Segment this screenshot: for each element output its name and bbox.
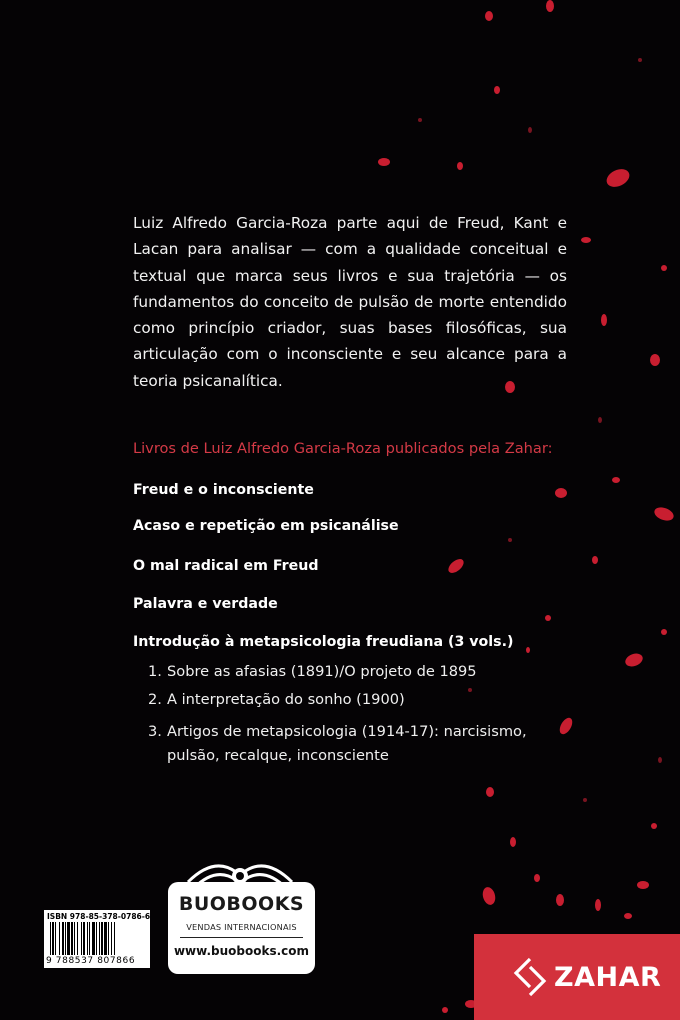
petal	[510, 837, 516, 847]
volume-item	[148, 688, 548, 712]
petal	[601, 314, 607, 326]
petal	[623, 651, 644, 668]
petal	[486, 787, 494, 797]
volume-title: Artigos de metapsicologia (1914-17): narcisismo, pulsão, recalque, inconsciente	[167, 723, 527, 764]
book-title: O mal radical em Freud	[133, 558, 319, 574]
barcode-bar	[59, 922, 60, 955]
barcode-bar	[65, 922, 66, 955]
isbn-barcode	[44, 910, 150, 968]
isbn-label: ISBN 978-85-378-0786-6	[47, 912, 151, 921]
barcode-bar	[50, 922, 51, 955]
petal	[418, 118, 422, 122]
barcode-bar	[89, 922, 90, 955]
publisher-block	[474, 934, 680, 1020]
barcode-bar	[74, 922, 75, 955]
petal	[546, 0, 554, 12]
barcode-bar	[104, 922, 107, 955]
barcode-bar	[81, 922, 82, 955]
barcode-bar	[67, 922, 70, 955]
petal	[442, 1007, 448, 1013]
petal	[651, 823, 657, 829]
petal	[658, 757, 662, 763]
barcode-bar	[114, 922, 115, 955]
petal	[650, 354, 660, 366]
volume-number: 3.	[148, 723, 162, 740]
barcode-bar	[52, 922, 54, 955]
book-title: Acaso e repetição em psicanálise	[133, 518, 399, 534]
book-synopsis: Luiz Alfredo Garcia-Roza parte aqui de Freud, Kant e Lacan para analisar — com a qualidade conceitual e textual que marca seus livros e sua trajetória — os fundamentos do conceito de pulsão de morte entendido como princípio criador, suas bases filosóficas, sua articulação com o inconsciente e seu alcance para a teoria psicanalítica.	[133, 214, 567, 390]
barcode-bar	[62, 922, 64, 955]
petal	[661, 629, 667, 635]
publisher-name: ZAHAR	[554, 962, 662, 993]
petal	[595, 899, 601, 911]
barcode-bar	[71, 922, 73, 955]
barcode-bar	[87, 922, 88, 955]
books-list-heading: Livros de Luiz Alfredo Garcia-Roza publicados pela Zahar:	[133, 440, 553, 457]
buobooks-badge	[168, 882, 315, 974]
book-title: Palavra e verdade	[133, 596, 278, 612]
petal	[494, 86, 500, 94]
petal	[534, 874, 540, 882]
petal	[637, 881, 649, 889]
volume-number: 1.	[148, 663, 162, 680]
buobooks-subtitle: VENDAS INTERNACIONAIS	[186, 922, 297, 932]
barcode-bar	[96, 922, 97, 955]
barcode-bar	[111, 922, 112, 955]
petal	[457, 162, 463, 170]
buobooks-url: www.buobooks.com	[173, 944, 310, 958]
volume-title: Sobre as afasias (1891)/O projeto de 1895	[167, 663, 477, 680]
volume-number: 2.	[148, 691, 162, 708]
barcode-bar	[99, 922, 100, 955]
barcode-bars	[50, 922, 146, 955]
zahar-logo-icon	[510, 956, 550, 998]
book-title: Freud e o inconsciente	[133, 482, 314, 498]
petal	[661, 265, 667, 271]
petal	[581, 237, 591, 243]
petal	[638, 58, 642, 62]
petal	[583, 798, 587, 802]
petal	[624, 913, 632, 919]
barcode-bar	[101, 922, 103, 955]
petal	[598, 417, 602, 423]
book-title: Introdução à metapsicologia freudiana (3 vols.)	[133, 634, 514, 650]
petal	[556, 894, 564, 906]
petal	[528, 127, 532, 133]
petal	[378, 158, 390, 166]
divider	[180, 937, 303, 938]
volume-item	[148, 720, 548, 768]
petal	[612, 477, 620, 483]
petal	[481, 886, 497, 906]
petal	[604, 166, 633, 191]
petal	[653, 505, 676, 523]
buobooks-name: BUOBOOKS	[178, 893, 305, 915]
barcode-bar	[92, 922, 95, 955]
barcode-bar	[83, 922, 85, 955]
barcode-bar	[77, 922, 78, 955]
petal	[485, 11, 493, 21]
petal	[545, 615, 551, 621]
petal	[508, 538, 512, 542]
barcode-bar	[55, 922, 56, 955]
barcode-digits: 9 788537 807866	[46, 956, 136, 966]
volume-item	[148, 660, 548, 684]
volume-title: A interpretação do sonho (1900)	[167, 691, 405, 708]
barcode-bar	[108, 922, 109, 955]
petal	[557, 716, 575, 737]
